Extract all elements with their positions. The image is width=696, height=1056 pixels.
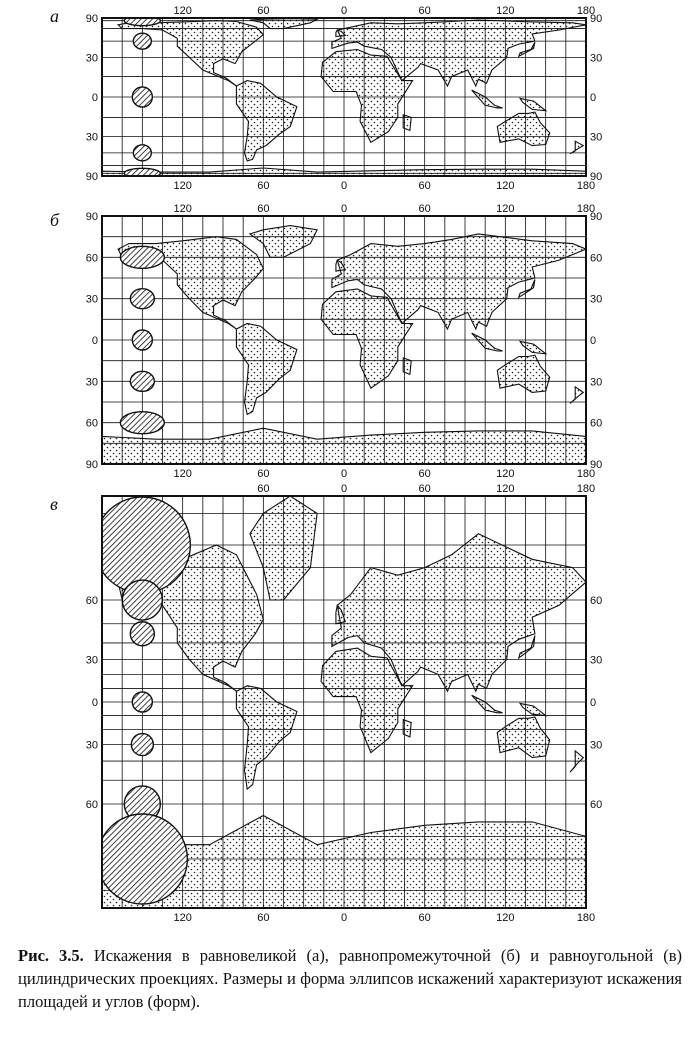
bottom-lon-label: 120 bbox=[496, 912, 515, 924]
right-lat-label: 60 bbox=[590, 252, 603, 265]
landmass-indonesia bbox=[472, 333, 503, 351]
map-panel-b bbox=[82, 200, 612, 485]
left-lat-label: 30 bbox=[85, 739, 98, 752]
top-lon-label: 0 bbox=[340, 5, 348, 17]
right-lat-label: 90 bbox=[590, 211, 603, 223]
map-body bbox=[102, 216, 586, 464]
bottom-lon-label: 60 bbox=[257, 912, 270, 924]
bottom-lon-label: 180 bbox=[576, 468, 596, 480]
right-lat-label: 90 bbox=[590, 459, 603, 471]
bottom-lon-label: 0 bbox=[340, 180, 348, 192]
left-lat-label: 0 bbox=[91, 335, 98, 347]
top-lon-label: 120 bbox=[173, 5, 192, 17]
top-lon-label: 60 bbox=[257, 484, 270, 495]
left-lat-label: 0 bbox=[91, 92, 98, 104]
landmass-new-zealand bbox=[570, 751, 583, 772]
top-lon-label: 180 bbox=[576, 5, 596, 17]
left-lat-label: 60 bbox=[85, 417, 98, 430]
distortion-ellipse bbox=[133, 145, 151, 161]
panel-letter-b: б bbox=[50, 210, 60, 230]
panel-letter-a: а bbox=[50, 6, 59, 26]
distortion-ellipse bbox=[94, 497, 190, 593]
top-lon-label: 60 bbox=[418, 5, 431, 17]
right-lat-label: 30 bbox=[590, 131, 603, 144]
left-lat-label: 30 bbox=[85, 376, 98, 389]
left-lat-label: 30 bbox=[85, 293, 98, 306]
bottom-lon-label: 120 bbox=[496, 468, 515, 480]
left-lat-label: 30 bbox=[85, 654, 98, 667]
left-lat-label: 90 bbox=[85, 459, 98, 471]
distortion-ellipse bbox=[130, 622, 154, 646]
right-lat-label: 30 bbox=[590, 376, 603, 389]
bottom-lon-label: 60 bbox=[257, 180, 270, 192]
right-lat-label: 30 bbox=[590, 293, 603, 306]
right-lat-label: 0 bbox=[590, 92, 597, 104]
map-body bbox=[102, 16, 586, 179]
right-lat-label: 30 bbox=[590, 654, 603, 667]
right-lat-label: 30 bbox=[590, 52, 603, 65]
top-lon-label: 120 bbox=[496, 484, 515, 495]
top-lon-label: 60 bbox=[257, 203, 270, 215]
landmass-japan bbox=[519, 279, 535, 297]
bottom-lon-label: 120 bbox=[173, 180, 192, 192]
landmass-new-zealand bbox=[570, 141, 583, 154]
bottom-lon-label: 120 bbox=[173, 468, 192, 480]
top-lon-label: 0 bbox=[340, 484, 348, 495]
landmass-south-america bbox=[236, 81, 297, 161]
bottom-lon-label: 180 bbox=[576, 912, 596, 924]
distortion-ellipse bbox=[120, 412, 164, 434]
left-lat-label: 90 bbox=[85, 13, 98, 26]
distortion-ellipse bbox=[130, 371, 154, 391]
left-lat-label: 0 bbox=[91, 697, 98, 709]
caption-label: Рис. 3.5. bbox=[18, 946, 84, 965]
top-lon-label: 60 bbox=[257, 5, 270, 17]
landmass-indonesia bbox=[472, 90, 503, 108]
landmass-new-guinea bbox=[520, 98, 546, 110]
landmass-new-guinea bbox=[520, 341, 546, 353]
left-lat-label: 90 bbox=[85, 211, 98, 223]
top-lon-label: 60 bbox=[418, 203, 431, 215]
distortion-ellipse bbox=[122, 580, 162, 620]
top-lon-label: 180 bbox=[576, 203, 596, 215]
landmass-south-america bbox=[236, 324, 297, 415]
top-lon-label: 60 bbox=[418, 484, 431, 495]
top-lon-label: 0 bbox=[340, 203, 348, 215]
left-lat-label: 30 bbox=[85, 131, 98, 144]
left-lat-label: 60 bbox=[85, 595, 98, 608]
right-lat-label: 90 bbox=[590, 13, 603, 26]
left-lat-label: 60 bbox=[85, 798, 98, 811]
distortion-ellipse bbox=[132, 330, 152, 350]
landmass-indonesia bbox=[472, 695, 503, 713]
left-lat-label: 60 bbox=[85, 252, 98, 265]
distortion-ellipse bbox=[97, 814, 187, 904]
landmass-new-guinea bbox=[520, 703, 546, 715]
map-panel-c bbox=[82, 484, 612, 926]
panel-letter-c: в bbox=[50, 494, 58, 514]
right-lat-label: 60 bbox=[590, 417, 603, 430]
bottom-lon-label: 0 bbox=[340, 468, 348, 480]
right-lat-label: 0 bbox=[590, 335, 597, 347]
distortion-ellipse bbox=[120, 246, 164, 268]
distortion-ellipse bbox=[133, 33, 151, 49]
distortion-ellipse bbox=[132, 692, 152, 712]
top-lon-label: 120 bbox=[496, 203, 515, 215]
bottom-lon-label: 120 bbox=[496, 180, 515, 192]
bottom-lon-label: 60 bbox=[418, 180, 431, 192]
map-panel-a bbox=[82, 4, 612, 194]
figure-caption bbox=[18, 944, 682, 1013]
landmass-south-america bbox=[236, 686, 297, 789]
right-lat-label: 90 bbox=[590, 170, 603, 183]
right-lat-label: 60 bbox=[590, 595, 603, 608]
top-lon-label: 120 bbox=[173, 203, 192, 215]
bottom-lon-label: 60 bbox=[257, 468, 270, 480]
right-lat-label: 0 bbox=[590, 697, 597, 709]
top-lon-label: 180 bbox=[576, 484, 596, 495]
landmass-new-zealand bbox=[570, 387, 583, 404]
distortion-ellipse bbox=[131, 734, 153, 756]
bottom-lon-label: 0 bbox=[340, 912, 348, 924]
distortion-ellipse bbox=[130, 289, 154, 309]
bottom-lon-label: 180 bbox=[576, 180, 596, 192]
landmass-japan bbox=[519, 42, 535, 56]
right-lat-label: 60 bbox=[590, 798, 603, 811]
left-lat-label: 90 bbox=[85, 170, 98, 183]
right-lat-label: 30 bbox=[590, 739, 603, 752]
bottom-lon-label: 60 bbox=[418, 912, 431, 924]
left-lat-label: 30 bbox=[85, 52, 98, 65]
top-lon-label: 120 bbox=[496, 5, 515, 17]
bottom-lon-label: 60 bbox=[418, 468, 431, 480]
caption-text: Искажения в равновеликой (а), равнопромежуточной (б) и равноугольной (в) цилиндрических проекциях. Размеры и форма эллипсов искажений характеризуют искажения площадей и углов (форм). bbox=[18, 946, 682, 1011]
bottom-lon-label: 120 bbox=[173, 912, 192, 924]
distortion-ellipse bbox=[132, 87, 152, 107]
